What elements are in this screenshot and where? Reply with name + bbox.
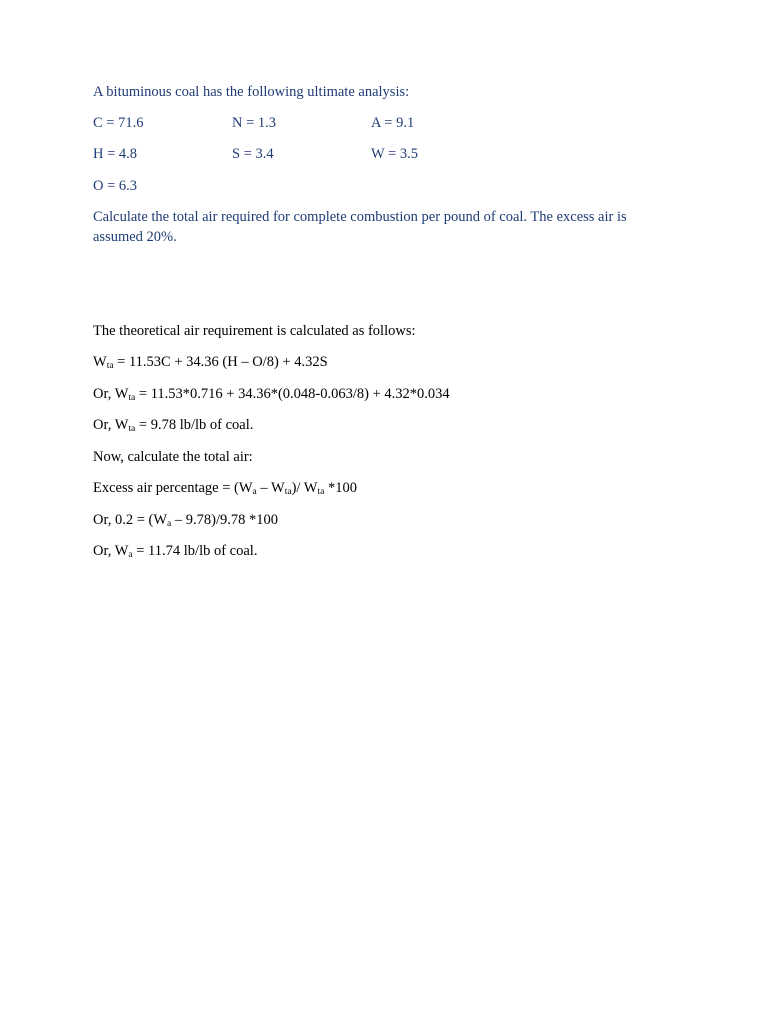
analysis-row-3 bbox=[93, 177, 693, 197]
analysis-nitrogen: N = 1.3 bbox=[232, 115, 277, 131]
equation-excess-substitution: Or, $0.2 = (W_a - 9.78)/9.78$ *100 bbox=[93, 512, 278, 529]
equation-theoretical-air: $W_{ta} = 11.53C + 34.36$ (H – O/8) + 4.32S bbox=[93, 354, 328, 371]
analysis-ash: A = 9.1 bbox=[371, 115, 415, 131]
solution-intro: The theoretical air requirement is calculated as follows: bbox=[93, 323, 416, 339]
total-air-heading: Now, calculate the total air: bbox=[93, 449, 253, 465]
analysis-water: W = 3.5 bbox=[371, 146, 418, 162]
problem-intro: A bituminous coal has the following ultimate analysis: bbox=[93, 84, 410, 100]
equation-substitution: Or, $W_{ta} = 11.53*0.716 + 34.36*(0.048-0.063/8) + 4.32*0.034$ bbox=[93, 386, 450, 403]
analysis-oxygen: O = 6.3 bbox=[93, 178, 138, 194]
analysis-row-2 bbox=[93, 145, 693, 165]
equation-total-air-result: Or, $W_a = 11.74$ lb/lb of coal. bbox=[93, 543, 258, 560]
analysis-sulfur: S = 3.4 bbox=[232, 146, 274, 162]
equation-excess-air: Excess air percentage = $(W_a - W_{ta})/$ $W_{ta}$ *100 bbox=[93, 480, 357, 497]
equation-theoretical-result: Or, $W_{ta} = 9.78$ lb/lb of coal. bbox=[93, 417, 254, 434]
analysis-carbon: C = 71.6 bbox=[93, 115, 144, 131]
analysis-row-1 bbox=[93, 114, 693, 134]
analysis-hydrogen: H = 4.8 bbox=[93, 146, 138, 162]
problem-question: Calculate the total air required for complete combustion per pound of coal. The excess air is assumed 20%. bbox=[93, 209, 627, 245]
